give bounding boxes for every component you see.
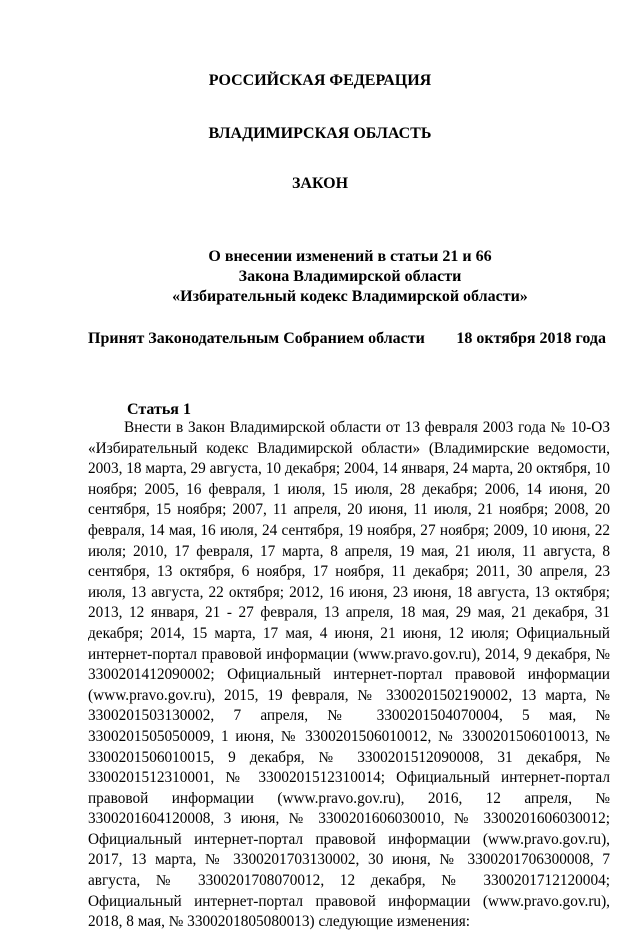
law-title-line-1: О внесении изменений в статьи 21 и 66	[208, 248, 492, 265]
adoption-date: 18 октября 2018 года	[456, 330, 606, 347]
law-title-line-3: «Избирательный кодекс Владимирской области»	[172, 288, 528, 305]
doc-type-heading: ЗАКОН	[291, 175, 349, 192]
law-title-line-2: Закона Владимирской области	[238, 268, 462, 285]
country-heading: РОССИЙСКАЯ ФЕДЕРАЦИЯ	[208, 72, 432, 89]
region-heading: ВЛАДИМИРСКАЯ ОБЛАСТЬ	[208, 125, 432, 142]
article-body: Внести в Закон Владимирской области от 13 февраля 2003 года № 10-ОЗ «Избирательный кодекс Владимирской области» (Владимирские ведомости, 2003, 18 марта, 29 августа, 10 декабря; 2004, 14 января, 24 марта, 20 октября, 10 ноября; 2005, 16 февраля, 1 июля, 15 июля, 28 декабря; 2006, 14 июня, 20 сентября, 15 ноября; 2007, 11 апреля, 20 июня, 11 июля, 21 ноября; 2008, 20 февраля, 14 мая, 16 июля, 24 сентября, 19 ноября, 27 ноября; 2009, 10 июня, 22 июля; 2010, 17 февраля, 17 марта, 8 апреля, 19 мая, 21 июля, 11 августа, 8 сентября, 13 октября, 6 ноября, 17 ноября, 11 декабря; 2011, 30 апреля, 23 июля, 13 августа, 22 октября; 2012, 16 июня, 23 июня, 18 августа, 13 октября; 2013, 12 января, 21 - 27 февраля, 13 апреля, 18 мая, 29 мая, 21 декабря, 31 декабря; 2014, 15 марта, 17 мая, 4 июня, 21 июня, 12 июля; Официальный интернет-портал правовой информации (www.pravo.gov.ru), 2014, 9 декабря, № 3300201412090002; Официальный интернет-портал правовой информации (www.pravo.gov.ru), 2015, 19 февраля, № 3300201502190002, 13 марта, № 3300201503130002, 7 апреля, № 3300201504070004, 5 мая, № 3300201505050009, 1 июня, № 3300201506010012, № 3300201506010013, № 3300201506010015, 9 декабря, № 3300201512090008, 31 декабря, № 3300201512310001, № 3300201512310014; Официальный интернет-портал правовой информации (www.pravo.gov.ru), 2016, 12 апреля, № 3300201604120008, 3 июня, № 3300201606030010, № 3300201606030012; Официальный интернет-портал правовой информации (www.pravo.gov.ru), 2017, 13 марта, № 3300201703130002, 30 июня, № 3300201706300008, 7 августа, № 3300201708070012, 12 декабря, № 3300201712120004; Официальный интернет-портал правовой информации (www.pravo.gov.ru), 2018, 8 мая, № 3300201805080013) следующие изменения:	[88, 419, 610, 931]
article-heading: Статья 1	[127, 401, 191, 418]
adopted-by: Принят Законодательным Собранием области	[88, 330, 425, 347]
